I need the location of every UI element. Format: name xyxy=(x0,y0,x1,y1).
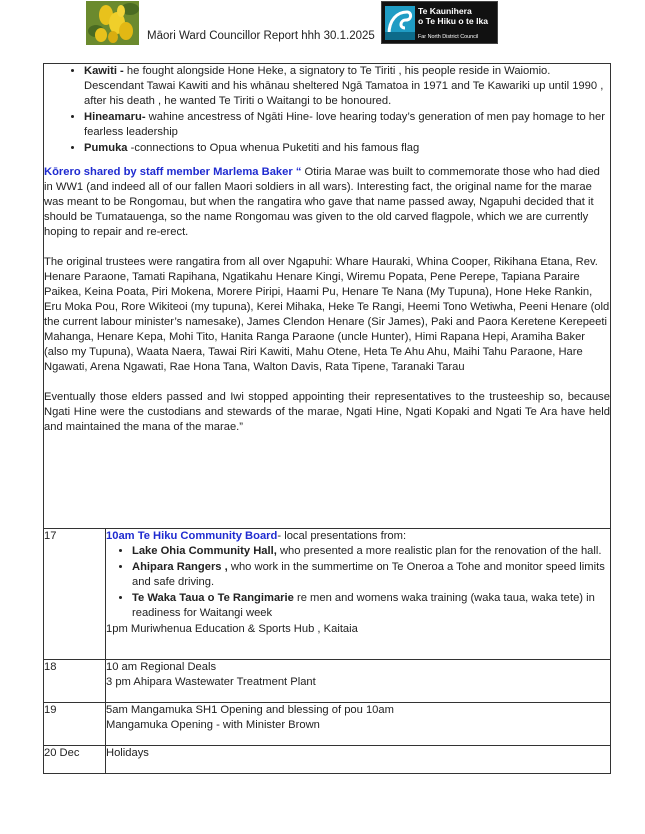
council-logo xyxy=(381,1,498,44)
row-heading xyxy=(106,529,610,544)
council-logo-text xyxy=(418,6,488,26)
table-row xyxy=(44,703,611,746)
ancestor-list xyxy=(44,64,610,156)
row-footer: 1pm Muriwhenua Education & Sports Hub , Kaitaia xyxy=(106,623,358,635)
row-line: 3 pm Ahipara Wastewater Treatment Plant xyxy=(106,676,316,688)
logo-line-1: Te Kaunihera xyxy=(418,6,472,16)
row-number: 19 xyxy=(44,703,106,746)
row-heading-bold: 10am Te Hiku Community Board xyxy=(106,530,278,542)
bullet-bold: Pumuka xyxy=(84,142,128,154)
logo-line-3: Far North District Council xyxy=(418,34,479,40)
presentations-list xyxy=(106,544,610,621)
report-table xyxy=(43,63,611,774)
table-row xyxy=(44,746,611,774)
marae-notes-cell xyxy=(44,64,611,529)
bullet-text: he fought alongside Hone Heke, a signatory to Te Tiriti , his people reside in Waiomio. Descendant Tawai Kawiti and his whānau sheltered Ngā Tamatoa in 1971 and Te Kawariki up until 1990 , after his death , he wanted Te Tiriti o Waitangi to be honoured. xyxy=(84,65,604,107)
row-line: Mangamuka Opening - with Minister Brown xyxy=(106,719,320,731)
koru-logo-icon xyxy=(385,6,415,40)
list-item xyxy=(84,64,610,109)
bullet-bold: Ahipara Rangers , xyxy=(132,561,228,573)
list-item xyxy=(132,591,610,621)
row-content xyxy=(106,703,611,746)
eventually-paragraph: Eventually those elders passed and Iwi stopped appointing their representatives to the trusteeship so, because Ngati Hine were the custodians and stewards of the marae, Ngati Hine, Ngati Kopaki and Ngati Te Ara have held and maintained the mana of the marae.” xyxy=(44,391,610,433)
report-title: Māori Ward Councillor Report hhh 30.1.2025 xyxy=(147,30,375,42)
list-item xyxy=(132,560,610,590)
row-number: 18 xyxy=(44,660,106,703)
korero-text: Otiria Marae was built to commemorate those who had died in WW1 (and indeed all of our fallen Maori soldiers in all wars). Interesting fact, the original name for the marae was meant to be Rongomau, but when the rangatira who gave that name passed away, Ngapuhi decided that it should be Tumatauenga, so the name Rongomau was given to the old carved flagpole, which we are currently hoping to repair and re-erect. xyxy=(44,166,600,238)
bullet-text: -connections to Opua whenua Puketiti and his famous flag xyxy=(127,142,420,154)
logo-line-2: o Te Hiku o te Ika xyxy=(418,16,489,26)
bullet-bold: Kawiti - xyxy=(84,65,124,77)
table-row xyxy=(44,529,611,660)
list-item xyxy=(132,544,610,559)
list-item xyxy=(84,110,610,140)
table-row xyxy=(44,64,611,529)
row-content xyxy=(106,660,611,703)
bullet-text: wahine ancestress of Ngāti Hine- love hearing today’s generation of men pay homage to her fearless leadership xyxy=(84,111,605,138)
page-header xyxy=(0,0,645,52)
row-number: 17 xyxy=(44,529,106,660)
table-row xyxy=(44,660,611,703)
bullet-text: who presented a more realistic plan for the renovation of the hall. xyxy=(276,545,602,557)
row-line: 10 am Regional Deals xyxy=(106,661,217,673)
row-content xyxy=(106,746,611,774)
row-line: 5am Mangamuka SH1 Opening and blessing of pou 10am xyxy=(106,704,394,716)
row-line: Holidays xyxy=(106,747,149,759)
list-item xyxy=(84,141,610,156)
kowhai-flower-image xyxy=(86,1,139,45)
korero-label: Kōrero shared by staff member Marlema Baker “ xyxy=(44,166,302,178)
bullet-text: who work in the summertime on Te Oneroa a Tohe and monitor speed limits and safe driving. xyxy=(132,561,605,588)
bullet-bold: Lake Ohia Community Hall, xyxy=(132,545,277,557)
bullet-bold: Hineamaru- xyxy=(84,111,146,123)
row-number: 20 Dec xyxy=(44,746,106,774)
row-content xyxy=(106,529,611,660)
row-heading-suffix: - local presentations from: xyxy=(277,530,407,542)
bullet-text: re men and womens waka training (waka taua, waka tete) in readiness for Waitangi week xyxy=(132,592,595,619)
korero-paragraph xyxy=(44,165,610,240)
bullet-bold: Te Waka Taua o Te Rangimarie xyxy=(132,592,294,604)
trustees-paragraph: The original trustees were rangatira from all over Ngapuhi: Whare Hauraki, Whina Cooper, Rikihana Etana, Rev. Henare Paraone, Tamati Rapihana, Ngatikahu Henare Kingi, Wiremu Popata, Pene Perepe, Tapiana Paraire Paikea, Keina Poata, Piri Mokena, Morere Piripi, Haami Pu, Henare Te Nana (My Tupuna), Hone Heke Rankin, Eru Moka Pou, Rore Wikiteoi (my tupuna), Kerei Mihaka, Heke Te Rangi, Heemi Tono Wetiwha, Peeni Henare (old the current labour minister’s namesake), James Clendon Henare (Sir James), Paki and Paora Keretene Kerepeeti Mahanga, Henare Kepa, Mohi Tito, Hanita Ranga Paraone (uncle Hunter), Himi Rapana Hepi, Aramiha Baker (also my Tupuna), Waata Naera, Tawai Riri Kawiti, Mahu Otene, Heta Te Ahu Ahu, Maihi Tahu Paraone, Hare Ngawati, Arena Ngawati, Rae Hona Tana, Walton Davis, Rata Tipene, Taranaki Tarau xyxy=(44,256,610,373)
